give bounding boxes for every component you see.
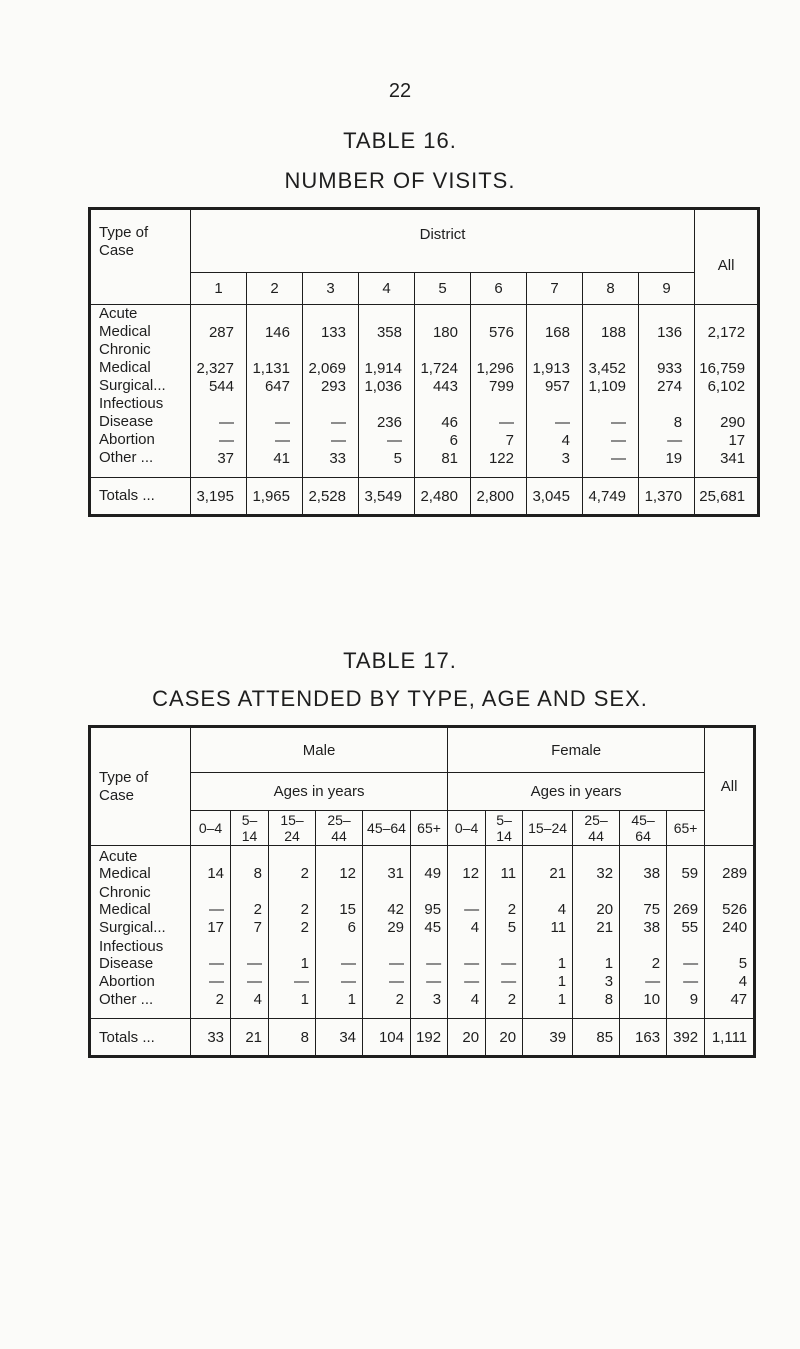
table17-cell: 29	[363, 918, 411, 936]
table17-female-age-group: 15–24	[523, 811, 573, 846]
table16-cell: 933	[639, 341, 695, 377]
table16-cell: 576	[471, 305, 527, 342]
table17-row-label-line2: Surgical...	[99, 919, 166, 936]
table17-cell: 1	[269, 936, 316, 972]
table16-district-number: 7	[527, 273, 583, 305]
table17-cell: 10	[620, 990, 667, 1019]
table17-cell: 526	[705, 882, 755, 918]
table16-cell: 46	[415, 395, 471, 431]
table16-cell: —	[583, 431, 639, 449]
table16-total-cell: 2,528	[303, 478, 359, 516]
table16-cell: 180	[415, 305, 471, 342]
table16-row-label-line2: Disease	[99, 413, 154, 430]
table17-male-age-group: 0–4	[191, 811, 231, 846]
table17-cell: —	[316, 972, 363, 990]
table17-subtitle: CASES ATTENDED BY TYPE, AGE AND SEX.	[152, 686, 648, 711]
table17-cell: —	[486, 972, 523, 990]
table16-totals-row	[90, 478, 759, 516]
table16-row-label-line2: Abortion	[99, 431, 155, 448]
table17-cell: 2	[269, 918, 316, 936]
table16-row	[90, 341, 759, 377]
table16-cell: —	[247, 431, 303, 449]
table16-cell: 1,109	[583, 377, 639, 395]
table16-cell: 81	[415, 449, 471, 478]
table16-district-header: District	[191, 209, 695, 273]
table17-cell: 2	[269, 846, 316, 883]
table17-total-cell: 392	[667, 1019, 705, 1057]
table16-cell: 6,102	[695, 377, 759, 395]
table16-row-label	[90, 341, 191, 377]
table16-cell: 290	[695, 395, 759, 431]
table16-total-cell: 2,480	[415, 478, 471, 516]
table16-row-label	[90, 377, 191, 395]
table16-cell: 358	[359, 305, 415, 342]
table17-totals-label: Totals ...	[90, 1019, 191, 1057]
table17-cell: 5	[705, 936, 755, 972]
table17-female-age-group: 25–44	[573, 811, 620, 846]
table17-type-header: Type of Case	[90, 727, 191, 846]
table17-cell: 3	[573, 972, 620, 990]
table16-cell: 3,452	[583, 341, 639, 377]
table16-cell: —	[247, 395, 303, 431]
table16-row-label-line1: Infectious	[99, 395, 164, 412]
table17-cell: 7	[231, 918, 269, 936]
table16-cell: —	[191, 395, 247, 431]
table16-cell: —	[639, 431, 695, 449]
table17-row-label-line2: Abortion	[99, 973, 155, 990]
table17-cell: 47	[705, 990, 755, 1019]
table17-row	[90, 972, 755, 990]
table16-row-label-line1: Chronic	[99, 341, 151, 358]
table17-cell: 11	[523, 918, 573, 936]
table16-cell: 133	[303, 305, 359, 342]
table16-district-number: 2	[247, 273, 303, 305]
table16-district-number: 4	[359, 273, 415, 305]
table17-row-label-line1: Infectious	[99, 938, 164, 955]
table16-row	[90, 431, 759, 449]
table17-cell: —	[448, 882, 486, 918]
table16-cell: 341	[695, 449, 759, 478]
table17-row-label	[90, 918, 191, 936]
table17-row-label	[90, 936, 191, 972]
table17-female-age-group: 0–4	[448, 811, 486, 846]
table16-cell: 8	[639, 395, 695, 431]
table17	[88, 725, 756, 1058]
table16-row-label	[90, 305, 191, 342]
table17-row-label	[90, 990, 191, 1019]
table17-cell: —	[191, 882, 231, 918]
table16-subtitle: NUMBER OF VISITS.	[284, 168, 516, 193]
table16-row-label	[90, 395, 191, 431]
table16-cell: 1,914	[359, 341, 415, 377]
table16-row-label-line2: Surgical...	[99, 377, 166, 394]
table17-female-age-group: 45–64	[620, 811, 667, 846]
table16-district-number: 1	[191, 273, 247, 305]
table16-district-number: 3	[303, 273, 359, 305]
table16-cell: 6	[415, 431, 471, 449]
table16-total-cell: 25,681	[695, 478, 759, 516]
table17-female-header: Female	[448, 727, 705, 773]
page-number: 22	[388, 80, 412, 102]
table16-cell: 2,069	[303, 341, 359, 377]
table17-row	[90, 990, 755, 1019]
table16-row-label	[90, 431, 191, 449]
table16-all-header: All	[695, 209, 759, 305]
table16-type-header: Type of Case	[90, 209, 191, 305]
table16-title: TABLE 16.	[343, 128, 457, 153]
table17-all-header: All	[705, 727, 755, 846]
table16-cell: 1,131	[247, 341, 303, 377]
table16-row	[90, 377, 759, 395]
table17-cell: 1	[316, 990, 363, 1019]
table16-cell: 2,327	[191, 341, 247, 377]
table17-cell: —	[191, 972, 231, 990]
table17-cell: 2	[191, 990, 231, 1019]
table17-cell: 2	[269, 882, 316, 918]
table17-total-cell: 192	[411, 1019, 448, 1057]
table17-cell: 2	[486, 990, 523, 1019]
table17-row-label-line2: Other ...	[99, 991, 154, 1008]
table17-cell: 1	[269, 990, 316, 1019]
table16-row-label-line1: Acute	[99, 305, 138, 322]
table16-cell: —	[527, 395, 583, 431]
table16-total-cell: 1,370	[639, 478, 695, 516]
table17-cell: —	[231, 936, 269, 972]
table16-total-cell: 2,800	[471, 478, 527, 516]
table17-cell: 45	[411, 918, 448, 936]
table17-cell: —	[231, 972, 269, 990]
table17-cell: 4	[231, 990, 269, 1019]
table17-male-age-group: 15–24	[269, 811, 316, 846]
table17-row-label	[90, 972, 191, 990]
table17-cell: 9	[667, 990, 705, 1019]
table16-cell: 4	[527, 431, 583, 449]
table16-cell: 16,759	[695, 341, 759, 377]
table16-cell: 1,913	[527, 341, 583, 377]
table17-cell: 4	[705, 972, 755, 990]
table17-cell: —	[486, 936, 523, 972]
table17-cell: 49	[411, 846, 448, 883]
table17-cell: 20	[573, 882, 620, 918]
table17-cell: —	[411, 936, 448, 972]
table17-cell: —	[363, 936, 411, 972]
table16-district-number: 6	[471, 273, 527, 305]
table16-row	[90, 395, 759, 431]
table17-cell: 15	[316, 882, 363, 918]
table17-cell: 240	[705, 918, 755, 936]
table17-row	[90, 846, 755, 883]
table16-cell: 443	[415, 377, 471, 395]
table17-cell: 5	[486, 918, 523, 936]
table17-cell: 6	[316, 918, 363, 936]
table17-cell: 38	[620, 918, 667, 936]
table16-cell: 1,724	[415, 341, 471, 377]
table17-cell: —	[620, 972, 667, 990]
table16-cell: —	[583, 449, 639, 478]
table17-male-ages-header: Ages in years	[191, 773, 448, 811]
table17-cell: —	[269, 972, 316, 990]
table17-totals-row	[90, 1019, 755, 1057]
table17-cell: 269	[667, 882, 705, 918]
table17-row-label	[90, 882, 191, 918]
table16-cell: 122	[471, 449, 527, 478]
table16-cell: 136	[639, 305, 695, 342]
table16-row	[90, 449, 759, 478]
table17-cell: 42	[363, 882, 411, 918]
table17-cell: —	[667, 972, 705, 990]
table17-cell: —	[667, 936, 705, 972]
table17-female-age-group: 65+	[667, 811, 705, 846]
table16-cell: 293	[303, 377, 359, 395]
table17-cell: 21	[523, 846, 573, 883]
table16-totals-label: Totals ...	[90, 478, 191, 516]
table17-row-label-line2: Disease	[99, 955, 154, 972]
table16-cell: 5	[359, 449, 415, 478]
table16-cell: 41	[247, 449, 303, 478]
table16-cell: 799	[471, 377, 527, 395]
table17-cell: —	[363, 972, 411, 990]
table16-cell: 647	[247, 377, 303, 395]
table16-cell: 1,036	[359, 377, 415, 395]
table16-cell: 274	[639, 377, 695, 395]
table16-cell: 1,296	[471, 341, 527, 377]
table17-row-label-line2: Medical	[99, 865, 151, 882]
table17-male-age-group: 25–44	[316, 811, 363, 846]
table17-cell: 12	[316, 846, 363, 883]
table17-total-cell: 8	[269, 1019, 316, 1057]
table16	[88, 207, 760, 517]
table17-cell: 289	[705, 846, 755, 883]
table16-cell: 957	[527, 377, 583, 395]
table16-cell: 3	[527, 449, 583, 478]
table17-cell: 21	[573, 918, 620, 936]
table16-cell: 168	[527, 305, 583, 342]
table16-cell: —	[303, 395, 359, 431]
table17-cell: 2	[486, 882, 523, 918]
table17-title: TABLE 17.	[343, 648, 457, 673]
table16-cell: —	[359, 431, 415, 449]
table17-cell: 75	[620, 882, 667, 918]
table17-cell: 59	[667, 846, 705, 883]
table16-row	[90, 305, 759, 342]
table17-row-label	[90, 846, 191, 883]
table16-cell: 188	[583, 305, 639, 342]
table16-cell: 7	[471, 431, 527, 449]
table16-district-number: 8	[583, 273, 639, 305]
table16-cell: —	[471, 395, 527, 431]
table17-cell: 3	[411, 990, 448, 1019]
table17-total-cell: 21	[231, 1019, 269, 1057]
table17-cell: 17	[191, 918, 231, 936]
table17-cell: —	[448, 972, 486, 990]
table17-total-cell: 20	[448, 1019, 486, 1057]
table17-row-label-line2: Medical	[99, 901, 151, 918]
table17-cell: —	[448, 936, 486, 972]
table17-cell: 2	[620, 936, 667, 972]
table17-total-cell: 1,111	[705, 1019, 755, 1057]
table16-district-number: 5	[415, 273, 471, 305]
table17-cell: 95	[411, 882, 448, 918]
table17-cell: 32	[573, 846, 620, 883]
table17-cell: 38	[620, 846, 667, 883]
table17-row-label-line1: Acute	[99, 848, 138, 865]
table17-row	[90, 918, 755, 936]
table16-row-label	[90, 449, 191, 478]
table17-female-age-group: 5–14	[486, 811, 523, 846]
table17-row	[90, 936, 755, 972]
table17-cell: 14	[191, 846, 231, 883]
table16-cell: 19	[639, 449, 695, 478]
table17-female-ages-header: Ages in years	[448, 773, 705, 811]
table16-total-cell: 3,549	[359, 478, 415, 516]
table17-cell: 8	[573, 990, 620, 1019]
table17-cell: 2	[231, 882, 269, 918]
table17-cell: 4	[523, 882, 573, 918]
table17-total-cell: 39	[523, 1019, 573, 1057]
table17-cell: —	[411, 972, 448, 990]
table16-total-cell: 3,045	[527, 478, 583, 516]
table16-cell: 17	[695, 431, 759, 449]
table17-cell: 1	[573, 936, 620, 972]
table16-row-label-line2: Medical	[99, 323, 151, 340]
table17-cell: 31	[363, 846, 411, 883]
table16-cell: 544	[191, 377, 247, 395]
table17-total-cell: 104	[363, 1019, 411, 1057]
table17-cell: 1	[523, 990, 573, 1019]
table17-total-cell: 163	[620, 1019, 667, 1057]
table17-cell: 4	[448, 990, 486, 1019]
table17-cell: 1	[523, 936, 573, 972]
table16-cell: 2,172	[695, 305, 759, 342]
table17-male-age-group: 5–14	[231, 811, 269, 846]
table17-cell: 2	[363, 990, 411, 1019]
table16-cell: 146	[247, 305, 303, 342]
table17-total-cell: 33	[191, 1019, 231, 1057]
table17-row	[90, 882, 755, 918]
table16-cell: 37	[191, 449, 247, 478]
table17-cell: 55	[667, 918, 705, 936]
table17-male-header: Male	[191, 727, 448, 773]
table16-cell: 33	[303, 449, 359, 478]
table16-cell: —	[583, 395, 639, 431]
table17-male-age-group: 65+	[411, 811, 448, 846]
table17-total-cell: 85	[573, 1019, 620, 1057]
table16-district-number: 9	[639, 273, 695, 305]
table16-cell: —	[191, 431, 247, 449]
table17-cell: 8	[231, 846, 269, 883]
table16-total-cell: 3,195	[191, 478, 247, 516]
table17-total-cell: 20	[486, 1019, 523, 1057]
table17-total-cell: 34	[316, 1019, 363, 1057]
table16-cell: 236	[359, 395, 415, 431]
table17-cell: 12	[448, 846, 486, 883]
table16-cell: 287	[191, 305, 247, 342]
table17-row-label-line1: Chronic	[99, 884, 151, 901]
table16-row-label-line2: Other ...	[99, 449, 154, 466]
table16-row-label-line2: Medical	[99, 359, 151, 376]
table17-cell: 4	[448, 918, 486, 936]
table17-cell: —	[191, 936, 231, 972]
table16-cell: —	[303, 431, 359, 449]
table17-cell: 1	[523, 972, 573, 990]
table17-cell: —	[316, 936, 363, 972]
table17-cell: 11	[486, 846, 523, 883]
table17-male-age-group: 45–64	[363, 811, 411, 846]
table16-total-cell: 4,749	[583, 478, 639, 516]
table16-total-cell: 1,965	[247, 478, 303, 516]
